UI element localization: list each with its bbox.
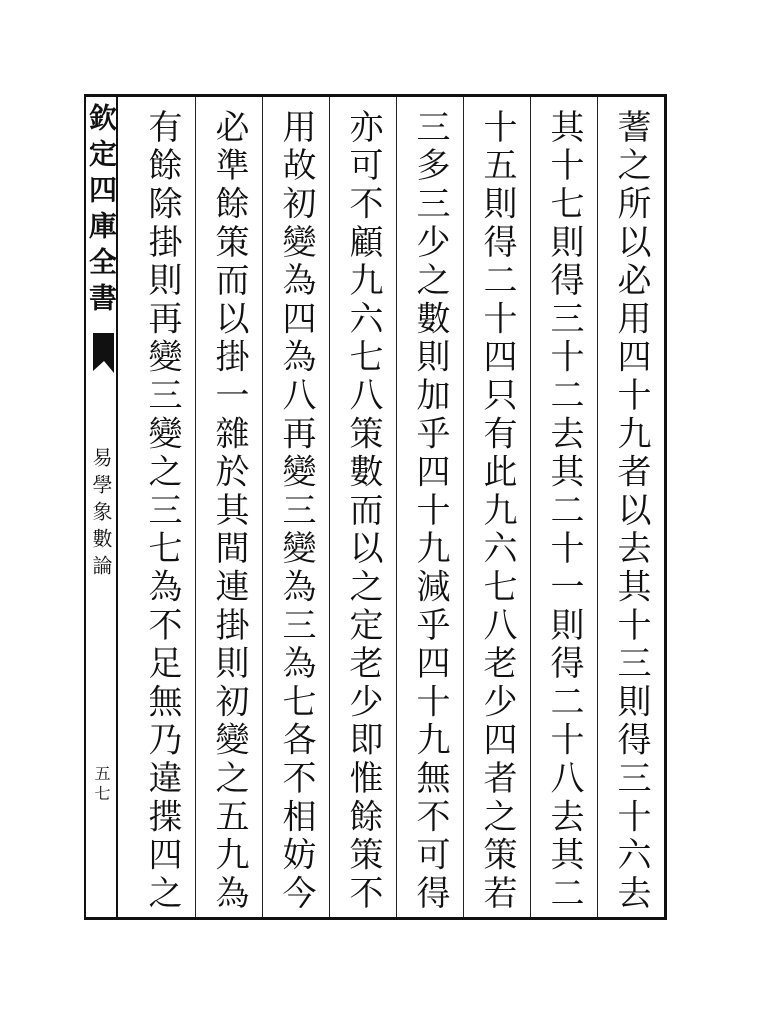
collection-title: 欽定四庫全書 (85, 103, 118, 319)
page-number: 五七 (92, 765, 111, 805)
book-title: 易學象數論 (89, 447, 113, 582)
text-column-2: 其十七則得三十二去其二十一則得二十八去其二 (530, 97, 597, 917)
text-column-6: 用故初變為四為八再變三變為三為七各不相妨今 (262, 97, 329, 917)
page-frame (84, 94, 667, 920)
text-column-1: 蓍之所以必用四十九者以去其十三則得三十六去 (597, 97, 664, 917)
text-column-7: 必準餘策而以掛一雜於其間連掛則初變之五九為 (195, 97, 262, 917)
margin-strip (86, 97, 118, 917)
text-block (118, 97, 664, 917)
fishtail-mark-icon (92, 333, 114, 373)
text-column-3: 十五則得二十四只有此九六七八老少四者之策若 (463, 97, 530, 917)
text-column-8: 有餘除掛則再變三變之三七為不足無乃違揲四之 (142, 109, 182, 914)
text-column-4: 三多三少之數則加乎四十九減乎四十九無不可得 (396, 97, 463, 917)
text-column-5: 亦可不顧九六七八策數而以之定老少即惟餘策不 (329, 97, 396, 917)
